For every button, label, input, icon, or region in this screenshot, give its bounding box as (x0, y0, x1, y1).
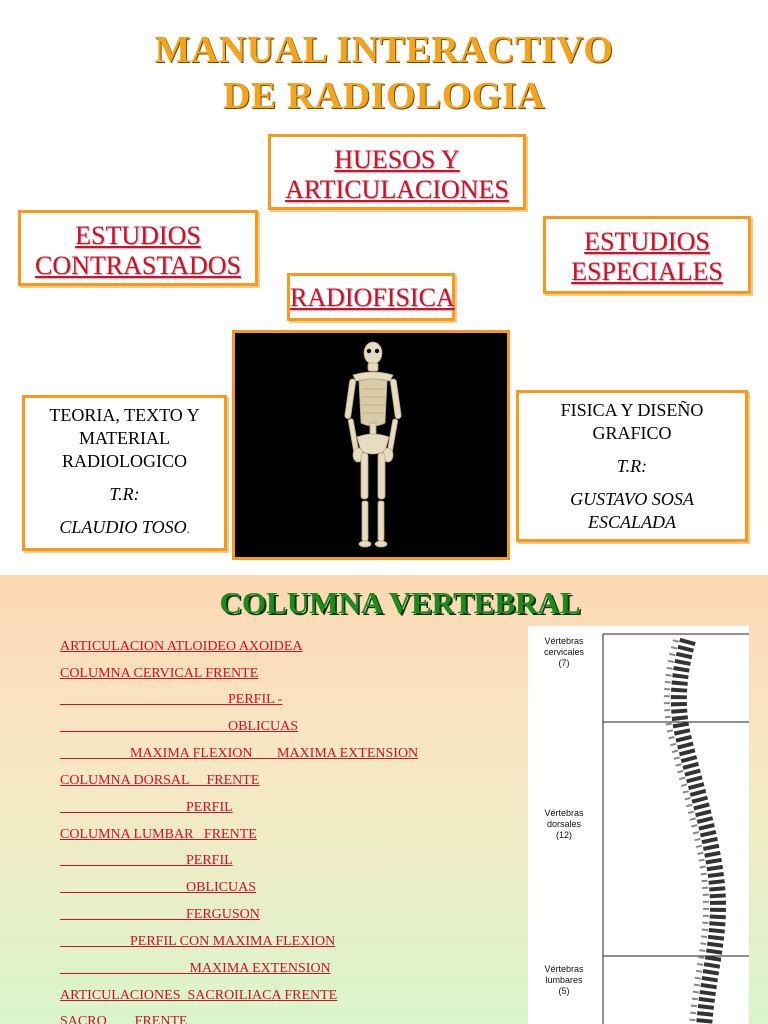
link-dorsal-frente[interactable]: COLUMNA DORSAL FRENTE (60, 773, 260, 788)
skeleton-image (232, 330, 510, 560)
credits-right-role: T.R: (616, 456, 648, 476)
contrastados-link-line1[interactable]: ESTUDIOS (75, 221, 201, 250)
credits-right-line2: GRAFICO (592, 423, 672, 443)
huesos-articulaciones-button[interactable] (268, 134, 526, 210)
label-lumbares-l1: Vértebras (544, 964, 584, 974)
radiofisica-button[interactable] (287, 273, 455, 321)
link-lumbar-perfil-flexion[interactable]: PERFIL CON MAXIMA FLEXION (60, 934, 336, 949)
label-lumbares-l3: (5) (558, 986, 570, 996)
link-cervical-flexion-extension[interactable]: MAXIMA FLEXION MAXIMA EXTENSION (60, 746, 419, 761)
contrastados-link-line2[interactable]: CONTRASTADOS (35, 251, 241, 280)
credits-left-line2: MATERIAL (79, 428, 170, 448)
credits-right-line1: FISICA Y DISEÑO (560, 400, 704, 420)
columna-vertebral-slide (0, 575, 768, 1024)
credits-left-name-wrap (25, 516, 224, 541)
huesos-link-line1[interactable]: HUESOS Y (334, 145, 460, 174)
estudios-contrastados-button[interactable] (18, 210, 258, 286)
credits-left-dot: . (186, 522, 190, 536)
radiofisica-link[interactable]: RADIOFISICA (290, 283, 455, 312)
link-cervical-oblicuas[interactable]: OBLICUAS (60, 719, 299, 734)
credits-left-role: T.R: (109, 484, 140, 504)
credits-right-box (516, 390, 748, 542)
section-title: COLUMNA VERTEBRAL (219, 585, 581, 620)
link-lumbar-frente[interactable]: COLUMNA LUMBAR FRENTE (60, 827, 257, 842)
credits-right-name-line1: GUSTAVO SOSA (570, 489, 694, 509)
especiales-link-line2[interactable]: ESPECIALES (571, 257, 723, 286)
credits-right-name-line2: ESCALADA (588, 512, 676, 532)
credits-left-line1: TEORIA, TEXTO Y (49, 405, 200, 425)
link-lumbar-perfil[interactable]: PERFIL (60, 853, 233, 868)
label-cervicales-l2: cervicales (543, 647, 584, 657)
link-lumbar-ferguson[interactable]: FERGUSON (60, 907, 260, 922)
link-cervical-frente[interactable]: COLUMNA CERVICAL FRENTE (60, 666, 259, 681)
label-dorsales-l1: Vértebras (544, 808, 584, 818)
label-lumbares-l2: lumbares (545, 975, 583, 985)
especiales-link-line1[interactable]: ESTUDIOS (584, 227, 710, 256)
spine-diagram (528, 626, 749, 1024)
page-title-line2: DE RADIOLOGIA (222, 75, 546, 117)
credits-left-name: CLAUDIO TOSO (59, 517, 187, 537)
label-cervicales-l1: Vértebras (544, 636, 584, 646)
link-lumbar-oblicuas[interactable]: OBLICUAS (60, 880, 257, 895)
link-sacro-frente[interactable]: SACRO FRENTE (60, 1014, 188, 1024)
link-cervical-perfil[interactable]: PERFIL - (60, 692, 283, 707)
label-dorsales-l3: (12) (555, 830, 572, 840)
credits-left-box (22, 395, 227, 551)
estudios-especiales-button[interactable] (543, 216, 751, 294)
label-cervicales-l3: (7) (558, 658, 570, 668)
link-articulacion-atloideo[interactable]: ARTICULACION ATLOIDEO AXOIDEA (60, 639, 303, 654)
spine-icon (528, 626, 749, 1024)
link-lumbar-extension[interactable]: MAXIMA EXTENSION (60, 961, 331, 976)
page-title-line1: MANUAL INTERACTIVO (154, 29, 614, 71)
huesos-link-line2[interactable]: ARTICULACIONES (285, 175, 509, 204)
credits-left-line3: RADIOLOGICO (62, 451, 187, 471)
label-dorsales-l2: dorsales (546, 819, 582, 829)
link-sacroiliaca-frente[interactable]: ARTICULACIONES SACROILIACA FRENTE (60, 988, 338, 1003)
link-dorsal-perfil[interactable]: PERFIL (60, 800, 233, 815)
skeleton-icon (235, 333, 507, 557)
